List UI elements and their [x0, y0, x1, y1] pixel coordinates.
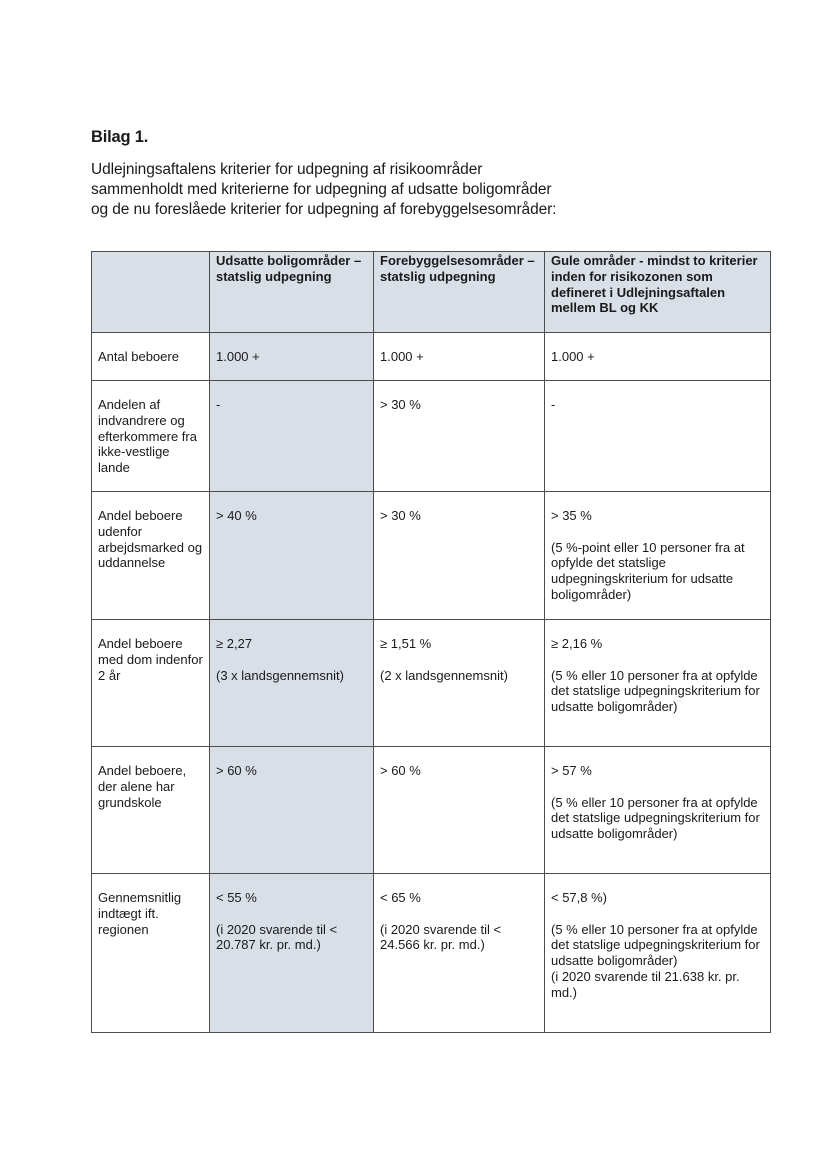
cell-value: > 35 %	[551, 508, 592, 523]
table-row	[92, 620, 771, 747]
cell-udsatte	[210, 747, 374, 874]
table-row	[92, 747, 771, 874]
table-row	[92, 492, 771, 620]
cell-note-secondary: (i 2020 svarende til 21.638 kr. pr. md.)	[551, 968, 740, 1000]
cell-value: > 30 %	[380, 508, 421, 523]
cell-value: -	[216, 397, 221, 412]
criterion-label: Andelen af indvandrere og efterkommere fra ikke-vestlige lande	[98, 397, 197, 476]
cell-value: 1.000 +	[380, 349, 424, 364]
row-criterion	[92, 620, 210, 747]
header-udsatte: Udsatte boligområder – statslig udpegning	[210, 252, 374, 333]
header-forebyggelse: Forebyggelsesområder – statslig udpegning	[374, 252, 545, 333]
cell-forebyggelse	[374, 492, 545, 620]
cell-value: > 57 %	[551, 763, 592, 778]
cell-value: > 40 %	[216, 508, 257, 523]
criterion-label: Andel beboere med dom indenfor 2 år	[98, 636, 203, 683]
row-criterion	[92, 874, 210, 1033]
row-criterion	[92, 747, 210, 874]
criterion-label: Andel beboere, der alene har grundskole	[98, 763, 187, 810]
cell-gule	[545, 747, 771, 874]
cell-value: ≥ 1,51 %	[380, 636, 432, 651]
cell-value: 1.000 +	[216, 349, 260, 364]
cell-value: > 60 %	[380, 763, 421, 778]
cell-note: (5 % eller 10 personer fra at opfylde det statslige udpegningskriterium for udsatte boligområder)	[551, 794, 760, 842]
row-criterion	[92, 492, 210, 620]
cell-forebyggelse	[374, 333, 545, 381]
criterion-label: Antal beboere	[98, 349, 179, 364]
cell-value: < 65 %	[380, 890, 421, 905]
cell-note: (5 % eller 10 personer fra at opfylde det statslige udpegningskriterium for udsatte boligområder)	[551, 667, 760, 715]
header-criterion	[92, 252, 210, 333]
cell-forebyggelse	[374, 620, 545, 747]
row-criterion	[92, 381, 210, 492]
cell-gule	[545, 381, 771, 492]
header-gule: Gule områder - mindst to kriterier inden for risikozonen som defineret i Udlejningsaftalen mellem BL og KK	[545, 252, 771, 333]
criterion-label: Gennemsnitlig indtægt ift. regionen	[98, 890, 182, 937]
cell-value: < 55 %	[216, 890, 257, 905]
cell-udsatte	[210, 620, 374, 747]
cell-note: (2 x landsgennemsnit)	[380, 667, 508, 683]
intro-paragraph: Udlejningsaftalens kriterier for udpegning af risikoområder sammenholdt med kriterierne for udpegning af udsatte boligområder og de nu foreslåede kriterier for udpegning af forebyggelsesområder:	[91, 161, 557, 218]
cell-udsatte	[210, 381, 374, 492]
cell-value: > 60 %	[216, 763, 257, 778]
cell-value: > 30 %	[380, 397, 421, 412]
cell-value: ≥ 2,27	[216, 636, 253, 651]
cell-note: (i 2020 svarende til < 20.787 kr. pr. md.)	[216, 921, 338, 953]
criterion-label: Andel beboere udenfor arbejdsmarked og uddannelse	[98, 508, 203, 571]
cell-note: (i 2020 svarende til < 24.566 kr. pr. md.)	[380, 921, 502, 953]
table-header-row	[92, 252, 771, 333]
table-row	[92, 381, 771, 492]
cell-value: < 57,8 %)	[551, 890, 608, 905]
cell-note: (5 % eller 10 personer fra at opfylde det statslige udpegningskriterium for udsatte boligområder)	[551, 921, 760, 969]
cell-value: 1.000 +	[551, 349, 595, 364]
cell-forebyggelse	[374, 874, 545, 1033]
criteria-table	[91, 251, 771, 1033]
page-title: Bilag 1.	[91, 128, 149, 146]
table-row	[92, 333, 771, 381]
cell-gule	[545, 874, 771, 1033]
cell-gule	[545, 333, 771, 381]
cell-value: -	[551, 397, 556, 412]
cell-udsatte	[210, 874, 374, 1033]
row-criterion	[92, 333, 210, 381]
cell-udsatte	[210, 333, 374, 381]
cell-forebyggelse	[374, 747, 545, 874]
cell-forebyggelse	[374, 381, 545, 492]
cell-note: (5 %-point eller 10 personer fra at opfylde det statslige udpegningskriterium for udsatte boligområder)	[551, 539, 745, 602]
cell-gule	[545, 492, 771, 620]
cell-note: (3 x landsgennemsnit)	[216, 667, 344, 683]
table-row	[92, 874, 771, 1033]
cell-gule	[545, 620, 771, 747]
cell-value: ≥ 2,16 %	[551, 636, 603, 651]
cell-udsatte	[210, 492, 374, 620]
